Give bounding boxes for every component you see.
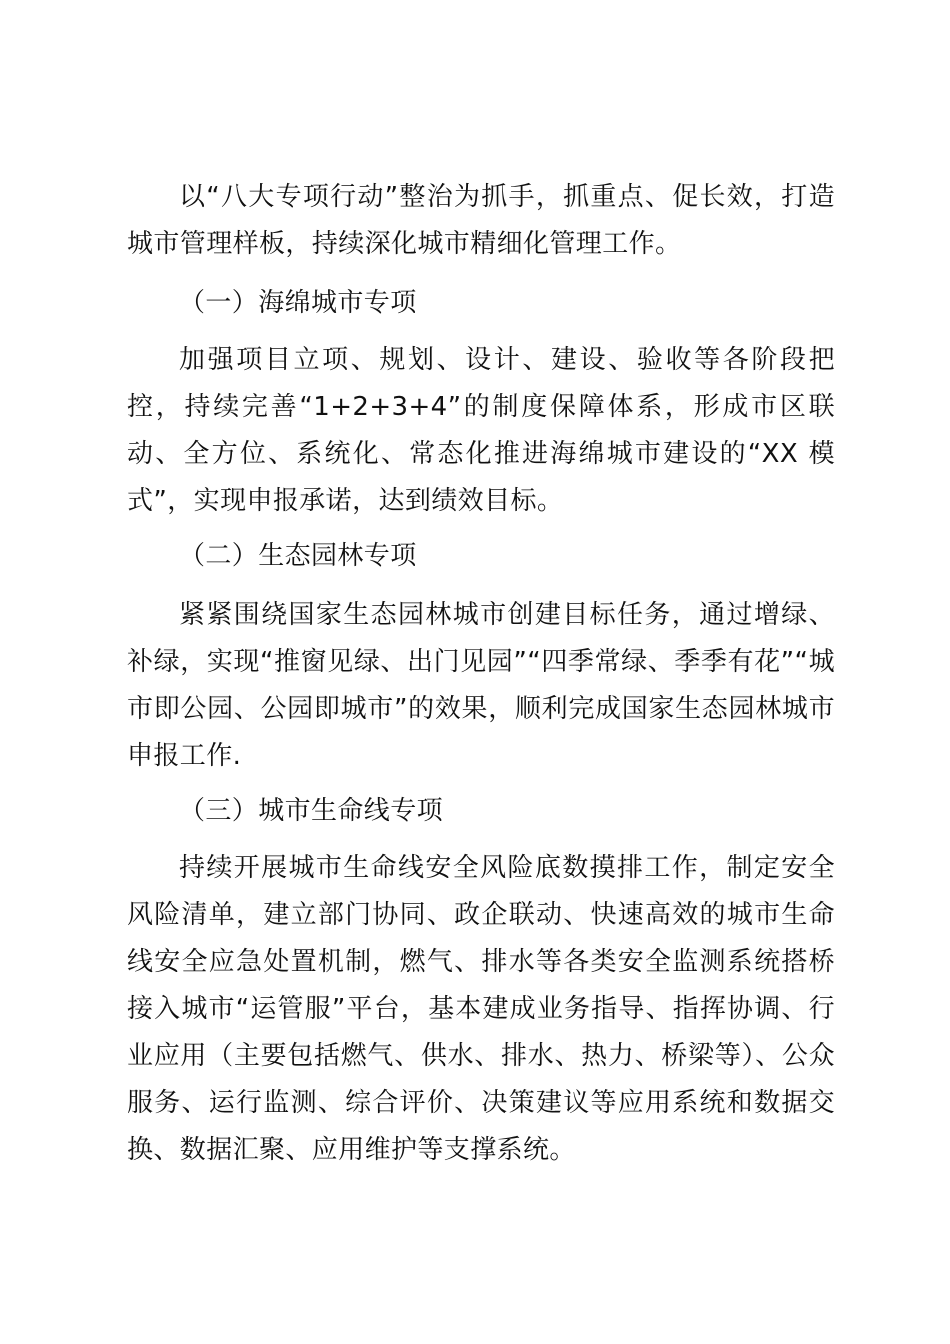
section-heading-ecological-garden: （二）生态园林专项 (179, 541, 417, 571)
section-heading-sponge-city: （一）海绵城市专项 (179, 288, 417, 318)
section-body-sponge-city: 加强项目立项、规划、设计、建设、验收等各阶段把控，持续完善“1+2+3+4”的制度保障体系，形成市区联动、全方位、系统化、常态化推进海绵城市建设的“XX 模式”，实现申报承诺，达到绩效目标。 (127, 345, 835, 516)
section-heading-city-lifeline: （三）城市生命线专项 (179, 796, 444, 826)
intro-paragraph: 以“八大专项行动”整治为抓手，抓重点、促长效，打造城市管理样板，持续深化城市精细化管理工作。 (127, 182, 835, 259)
section-body-ecological-garden: 紧紧围绕国家生态园林城市创建目标任务，通过增绿、补绿，实现“推窗见绿、出门见园”“四季常绿、季季有花”“城市即公园、公园即城市”的效果，顺利完成国家生态园林城市申报工作. (127, 600, 835, 771)
section-body-city-lifeline: 持续开展城市生命线安全风险底数摸排工作，制定安全风险清单，建立部门协同、政企联动、快速高效的城市生命线安全应急处置机制，燃气、排水等各类安全监测系统搭桥接入城市“运管服”平台，基本建成业务指导、指挥协调、行业应用（主要包括燃气、供水、排水、热力、桥梁等）、公众服务、运行监测、综合评价、决策建议等应用系统和数据交换、数据汇聚、应用维护等支撑系统。 (127, 853, 835, 1165)
